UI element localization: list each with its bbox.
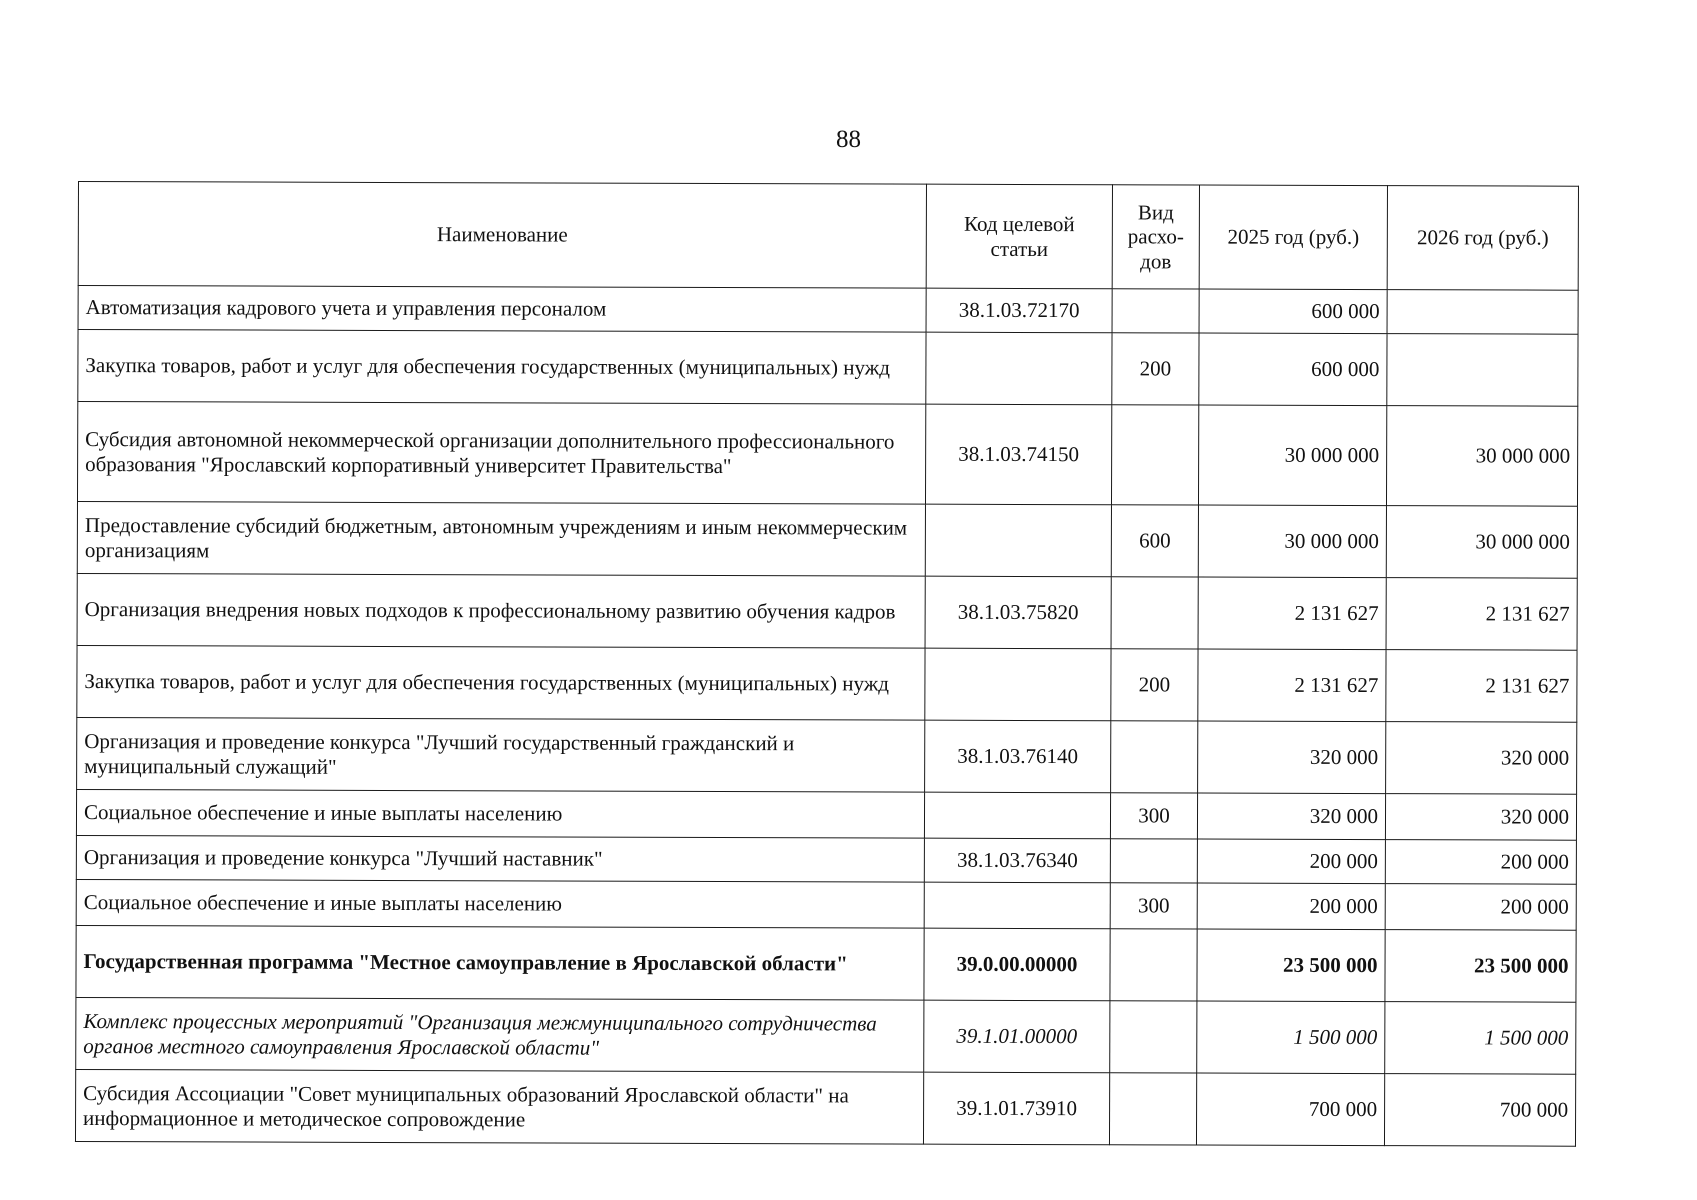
row-kind: [1111, 721, 1198, 793]
header-code: Код целевой статьи: [926, 184, 1112, 289]
table-row: [76, 835, 1576, 884]
row-name: Субсидия Ассоциации "Совет муниципальных образований Ярославской области" на информационное и методическое сопровождение: [75, 1069, 923, 1144]
row-code: [925, 504, 1111, 577]
header-name: Наименование: [78, 182, 926, 289]
row-amount-2025: 30 000 000: [1198, 505, 1386, 578]
row-name: Социальное обеспечение и иные выплаты населению: [76, 879, 924, 928]
row-code: 39.1.01.00000: [924, 1000, 1110, 1073]
row-amount-2025: 600 000: [1199, 289, 1387, 334]
row-kind: 300: [1110, 883, 1197, 929]
row-amount-2026: [1387, 290, 1578, 335]
row-amount-2026: 30 000 000: [1386, 506, 1577, 579]
row-amount-2025: 2 131 627: [1198, 577, 1386, 650]
row-code: 39.1.01.73910: [923, 1072, 1109, 1145]
row-kind: [1109, 1073, 1196, 1145]
table-row-program: [76, 925, 1576, 1002]
table-row: [76, 879, 1576, 930]
row-code: [925, 648, 1111, 721]
header-year-2026: 2026 год (руб.): [1387, 186, 1578, 291]
row-kind: [1111, 577, 1198, 649]
table-row: [77, 402, 1577, 507]
row-name: Организация внедрения новых подходов к профессиональному развитию обучения кадров: [77, 573, 925, 648]
row-amount-2026: 320 000: [1386, 722, 1577, 795]
row-amount-2026: [1387, 334, 1578, 407]
row-code: [924, 882, 1110, 929]
row-amount-2025: 320 000: [1197, 793, 1385, 840]
row-amount-2026: 30 000 000: [1386, 406, 1577, 507]
row-code: 38.1.03.76140: [925, 720, 1111, 793]
row-amount-2025: 200 000: [1197, 839, 1385, 884]
row-amount-2025: 23 500 000: [1197, 929, 1385, 1002]
row-amount-2026: 200 000: [1385, 840, 1576, 885]
row-code: [926, 332, 1112, 405]
row-amount-2026: 700 000: [1384, 1074, 1575, 1147]
row-kind: 200: [1112, 333, 1199, 405]
row-amount-2025: 700 000: [1196, 1073, 1384, 1146]
row-kind: [1110, 929, 1197, 1001]
row-code: 39.0.00.00000: [924, 928, 1110, 1001]
budget-table: [75, 181, 1579, 1147]
row-code: 38.1.03.74150: [925, 404, 1111, 505]
table-header-row: [78, 182, 1578, 291]
row-kind: [1112, 289, 1199, 333]
row-name: Комплекс процессных мероприятий "Организация межмуниципального сотрудничества органов местного самоуправления Ярославской области": [76, 997, 924, 1072]
row-amount-2026: 23 500 000: [1385, 930, 1576, 1003]
row-code: 38.1.03.75820: [925, 576, 1111, 649]
row-kind: [1111, 405, 1198, 505]
table-row: [77, 573, 1577, 650]
row-amount-2026: 200 000: [1385, 884, 1576, 931]
row-amount-2025: 2 131 627: [1198, 649, 1386, 722]
table-row-complex: [76, 997, 1576, 1074]
page-number: 88: [836, 126, 861, 153]
row-code: 38.1.03.76340: [924, 838, 1110, 883]
row-kind: 300: [1110, 793, 1197, 839]
row-code: 38.1.03.72170: [926, 288, 1112, 333]
header-year-2025: 2025 год (руб.): [1199, 185, 1387, 290]
header-kind: Вид расхо-дов: [1112, 185, 1199, 289]
row-amount-2025: 30 000 000: [1198, 405, 1386, 506]
row-name: Предоставление субсидий бюджетным, автономным учреждениям и иным некоммерческим организациям: [77, 502, 925, 577]
row-name: Закупка товаров, работ и услуг для обеспечения государственных (муниципальных) нужд: [78, 330, 926, 405]
row-amount-2025: 1 500 000: [1197, 1001, 1385, 1074]
row-name: Субсидия автономной некоммерческой организации дополнительного профессионального образования "Ярославский корпоративный университет Правительства": [77, 402, 925, 505]
row-amount-2026: 1 500 000: [1385, 1002, 1576, 1075]
row-name: Организация и проведение конкурса "Лучший государственный гражданский и муниципальный служащий": [77, 717, 925, 792]
table-row: [78, 286, 1578, 335]
row-amount-2025: 600 000: [1199, 333, 1387, 406]
row-amount-2026: 2 131 627: [1386, 578, 1577, 651]
row-name: Социальное обеспечение и иные выплаты населению: [76, 789, 924, 838]
row-kind: 200: [1111, 649, 1198, 721]
table-row: [75, 1069, 1575, 1146]
row-amount-2026: 2 131 627: [1386, 650, 1577, 723]
row-name: Автоматизация кадрового учета и управления персоналом: [78, 286, 926, 333]
table-row: [77, 717, 1577, 794]
row-name: Организация и проведение конкурса "Лучший наставник": [76, 835, 924, 882]
row-code: [924, 792, 1110, 839]
table-row: [76, 789, 1576, 840]
table-row: [77, 645, 1577, 722]
row-kind: [1110, 1001, 1197, 1073]
row-name: Государственная программа "Местное самоуправление в Ярославской области": [76, 925, 924, 1000]
table-row: [77, 502, 1577, 579]
row-kind: [1110, 839, 1197, 883]
row-kind: 600: [1111, 505, 1198, 577]
row-name: Закупка товаров, работ и услуг для обеспечения государственных (муниципальных) нужд: [77, 645, 925, 720]
row-amount-2026: 320 000: [1385, 794, 1576, 841]
row-amount-2025: 320 000: [1198, 721, 1386, 794]
table-row: [78, 330, 1578, 407]
row-amount-2025: 200 000: [1197, 883, 1385, 930]
